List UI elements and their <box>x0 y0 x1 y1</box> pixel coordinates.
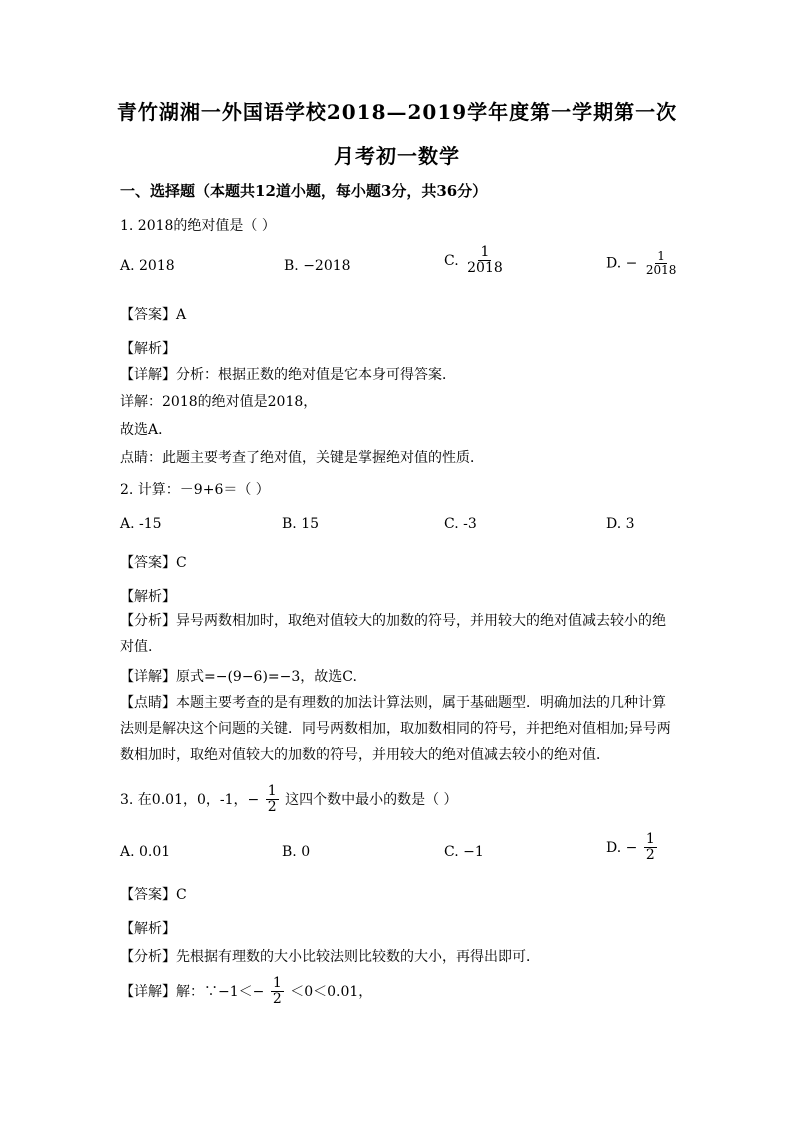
q2-option-a: A. -15 <box>120 516 162 532</box>
question-3-stem <box>120 784 458 816</box>
q3-fenxi: 【分析】先根据有理数的大小比较法则比较数的大小，再得出即可． <box>120 949 540 965</box>
q3-option-d <box>606 832 659 864</box>
q2-dianjing: 【点睛】本题主要考查的是有理数的加法计算法则，属于基础题型．明确加法的几种计算法则是解决这个问题的关键．同号两数相加，取加数相同的符号，并把绝对值相加;异号两数相加时，取绝对值较大的加数的符号，并用较大的绝对值减去较小的绝对值． <box>120 695 671 763</box>
q3-answer: 【答案】C <box>120 887 187 903</box>
page-title-line1: 青竹湖湘一外国语学校2018—2019学年度第一学期第一次 <box>116 100 678 124</box>
q3-stem-prefix: 3. 在0.01，0，-1，− <box>120 791 260 808</box>
q3-option-a: A. 0.01 <box>120 844 171 860</box>
fraction-numerator: 1 <box>480 244 490 260</box>
fraction-denominator: 2 <box>645 847 655 864</box>
fraction <box>644 832 657 864</box>
fraction-denominator: 2 <box>272 991 282 1008</box>
q2-option-c: C. -3 <box>444 516 477 532</box>
q1-detail-4: 点睛：此题主要考查了绝对值，关键是掌握绝对值的性质． <box>120 450 484 466</box>
fraction-numerator: 1 <box>272 975 282 991</box>
fraction <box>465 245 505 277</box>
q1-option-a: A. 2018 <box>120 258 175 274</box>
q1-option-d-label: D. − <box>606 255 638 272</box>
q1-answer: 【答案】A <box>120 307 187 323</box>
q1-option-d <box>606 250 680 277</box>
fraction-numerator: 1 <box>645 831 655 847</box>
q1-detail-2: 详解：2018的绝对值是2018， <box>120 394 318 410</box>
q2-analysis-heading: 【解析】 <box>120 589 176 605</box>
fraction-numerator: 1 <box>657 249 665 263</box>
q1-option-c <box>444 245 507 277</box>
page-title-line2: 月考初一数学 <box>334 144 460 168</box>
q1-analysis-heading: 【解析】 <box>120 341 176 357</box>
question-2-stem: 2. 计算：－9+6＝（ ） <box>120 482 270 498</box>
q1-detail-3: 故选A． <box>120 422 173 438</box>
q2-option-b: B. 15 <box>282 516 320 532</box>
fraction-denominator: 2 <box>267 799 277 816</box>
q1-detail-1: 【详解】分析：根据正数的绝对值是它本身可得答案． <box>120 367 456 383</box>
question-1-stem: 1. 2018的绝对值是（ ） <box>120 218 276 234</box>
q3-xiangjie <box>120 976 372 1008</box>
section-heading: 一、选择题（本题共12道小题，每小题3分，共36分） <box>120 182 488 200</box>
q2-option-d: D. 3 <box>606 516 635 532</box>
q1-option-c-label: C. <box>444 252 459 269</box>
q3-xiangjie-prefix: 【详解】解：∵−1＜− <box>120 983 265 1000</box>
q3-xiangjie-suffix: ＜0＜0.01， <box>290 983 373 1000</box>
fraction <box>644 250 679 277</box>
fraction <box>271 976 284 1008</box>
q3-option-c: C. −1 <box>444 844 484 860</box>
q2-fenxi: 【分析】异号两数相加时，取绝对值较大的加数的符号，并用较大的绝对值减去较小的绝对值. <box>120 613 666 655</box>
fraction-denominator: 2018 <box>467 260 503 277</box>
q3-option-b: B. 0 <box>282 844 311 860</box>
fraction <box>266 784 279 816</box>
fraction-numerator: 1 <box>267 783 277 799</box>
q3-stem-suffix: 这四个数中最小的数是（ ） <box>285 791 458 808</box>
q2-answer: 【答案】C <box>120 555 187 571</box>
q2-xiangjie: 【详解】原式=−(9−6)=−3，故选C. <box>120 669 357 685</box>
q3-analysis-heading: 【解析】 <box>120 921 176 937</box>
fraction-denominator: 2018 <box>645 263 677 278</box>
q3-option-d-label: D. − <box>606 839 638 856</box>
q1-option-b: B. −2018 <box>284 258 351 274</box>
